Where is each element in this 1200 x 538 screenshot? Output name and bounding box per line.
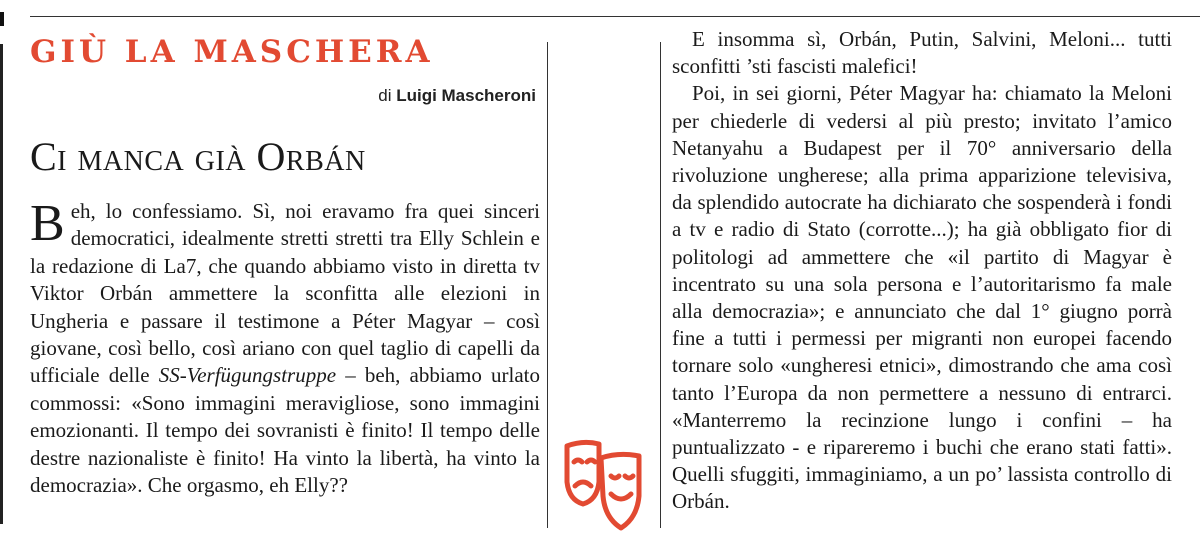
dropcap: B <box>30 195 65 252</box>
byline-author: Luigi Mascheroni <box>396 86 536 105</box>
byline-prefix: di <box>378 86 392 105</box>
theater-masks-icon <box>563 438 643 532</box>
page-edge-mark <box>0 12 4 26</box>
body-paragraph-2: Poi, in sei giorni, Péter Magyar ha: chiamato la Meloni per chiederle di vedersi al più presto; invitato l’amico Netanyahu a Budapest per il 70° anniversario della rivoluzione ungherese; alla prima apparizione televisiva, da splendido autocrate ha dichiarato che sospenderà i fondi a tv e radio di Stato (corrotte...); ha già obbligato fior di politologi ad ammettere che «il partito di Magyar è incentrato su una sola persona e l’autoritarismo fa male alla democrazia»; e annunciato che dal 1° giugno porrà fine a tutti i permessi per migranti non europei facendo tornare solo «ungheresi etnici», dimostrando che ama così tanto l’Europa da non permettere a nessuno di entrarci. «Manterremo la recinzione lungo i confini – ha puntualizzato - e ripareremo i buchi che erano stati fatti». Quelli sfuggiti, immaginiamo, a un po’ lassista controllo di Orbán. <box>672 81 1172 514</box>
column-rule-right <box>660 42 661 528</box>
byline <box>378 86 536 106</box>
top-rule <box>30 16 1200 17</box>
body-italic-term: SS-Verfügungstruppe <box>158 363 337 388</box>
body-paragraph-1: E insomma sì, Orbán, Putin, Salvini, Meloni... tutti sconfitti ’sti fascisti malefici! <box>672 27 1172 79</box>
body-text-1: eh, lo confessiamo. Sì, noi eravamo fra quei sinceri democratici, idealmente stretti stretti tra Elly Schlein e la redazione di La7, che quando abbiamo visto in diretta tv Viktor Orbán ammettere la sconfitta alle elezioni in Ungheria e passare il testimone a Péter Magyar – così giovane, così bello, così ariano con quel taglio di capelli da ufficiale delle <box>30 199 540 388</box>
body-text-2: – beh, abbiamo urlato commossi: «Sono immagini meravigliose, sono immagini emozionanti. Il tempo dei sovranisti è finito! Il tempo delle destre nazionaliste è finito! Ha vinto la libertà, ha vinto la democrazia». Che orgasmo, eh Elly?? <box>30 363 541 498</box>
article-body-right <box>672 26 1172 516</box>
column-rule-left <box>547 42 548 528</box>
article-body-left <box>30 195 541 499</box>
page-edge-rule <box>0 44 3 524</box>
headline: Ci manca già Orbán <box>30 134 366 179</box>
rubric-title: GIÙ LA MASCHERA <box>30 34 434 70</box>
